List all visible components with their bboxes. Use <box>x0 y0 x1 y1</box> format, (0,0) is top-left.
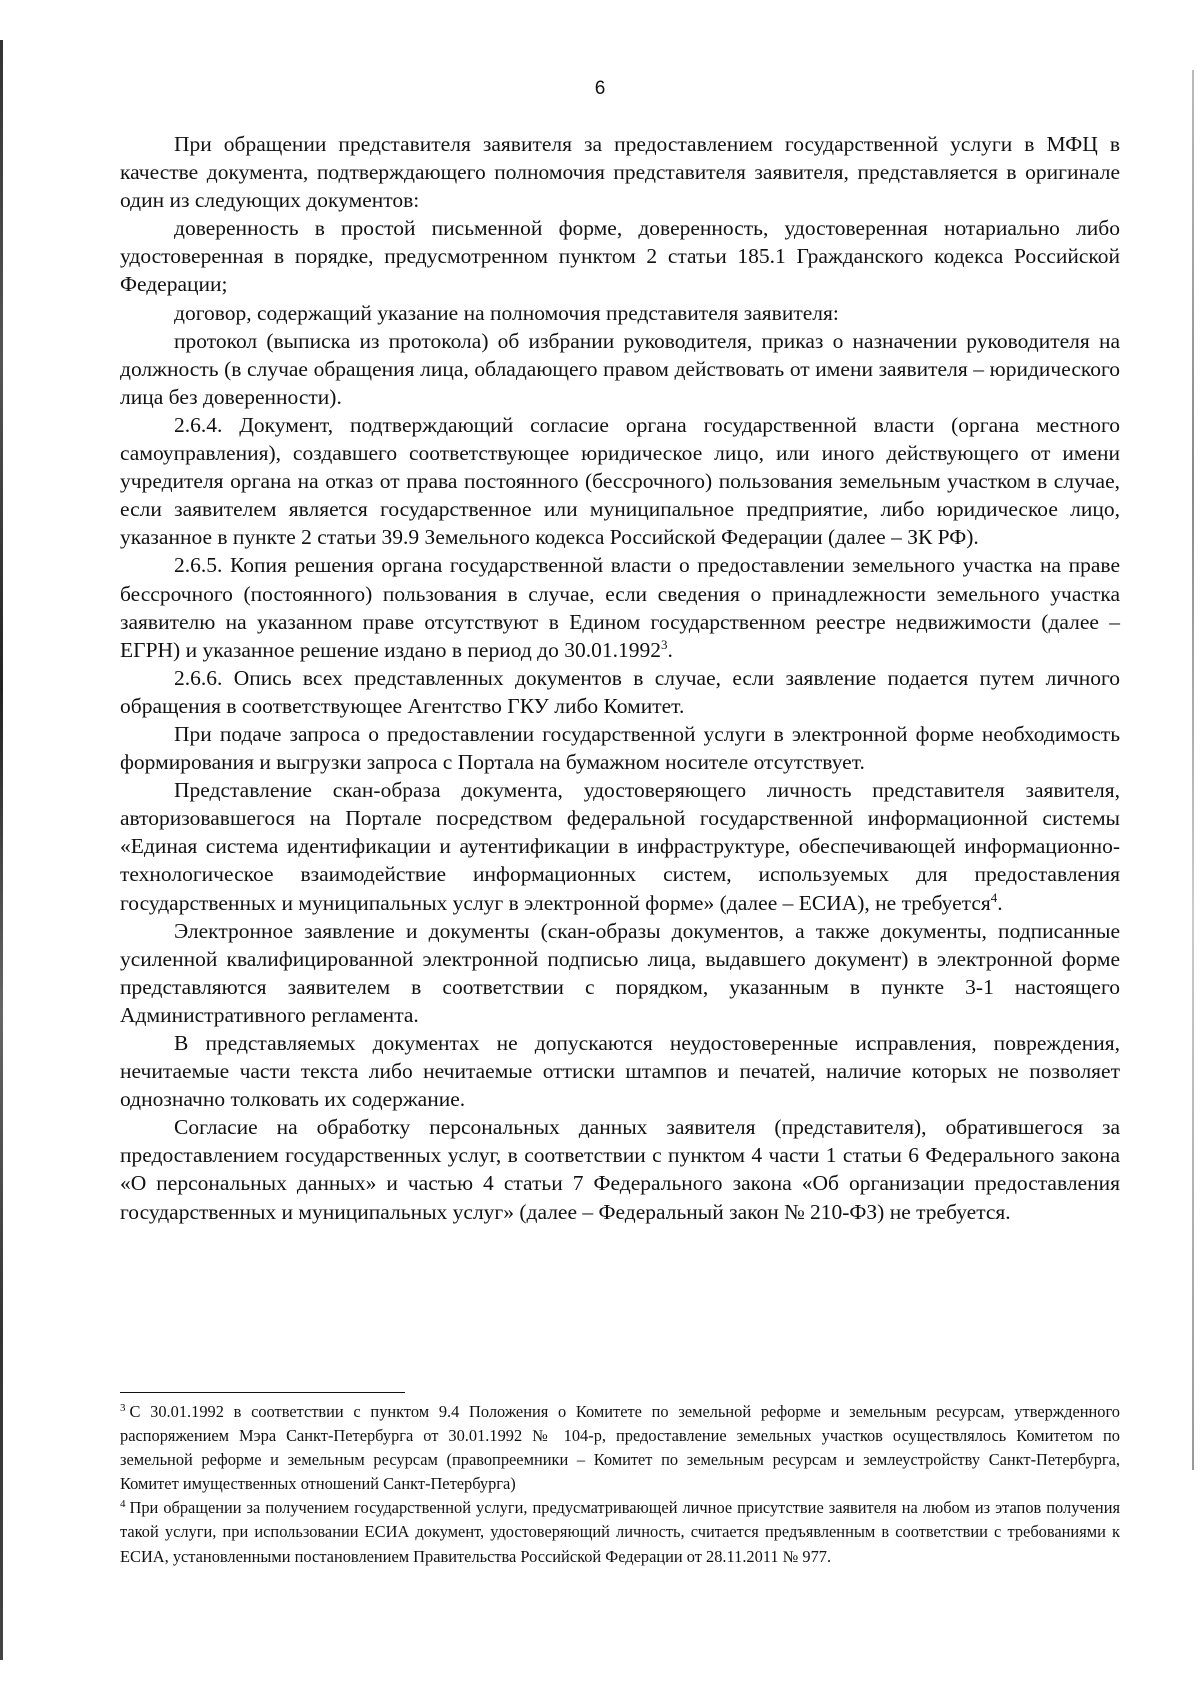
paragraph-2-6-5 <box>120 551 1120 663</box>
footnotes <box>120 1400 1120 1569</box>
paragraph-representative-intro: При обращении представителя заявителя за предоставлением государственной услуги в МФЦ в качестве документа, подтверждающего полномочия представителя заявителя, представляется в оригинале один из следующих документов: <box>120 132 1120 213</box>
paragraph-no-corrections: В представляемых документах не допускаются неудостоверенные исправления, повреждения, нечитаемые части текста либо нечитаемые оттиски штампов и печатей, наличие которых не позволяет однозначно толковать их содержание. <box>120 1031 1120 1112</box>
paragraph-personal-data: Согласие на обработку персональных данных заявителя (представителя), обратившегося за предоставлением государственных услуг, в соответствии с пунктом 4 части 1 статьи 6 Федерального закона «О персональных данных» и частью 4 статьи 7 Федерального закона «Об организации предоставления государственных и муниципальных услуг» (далее – Федеральный закон № 210-ФЗ) не требуется. <box>120 1115 1120 1224</box>
paragraph-electronic-request: При подаче запроса о предоставлении государственной услуги в электронной форме необходимость формирования и выгрузки запроса с Портала на бумажном носителе отсутствует. <box>120 721 1120 775</box>
paragraph-2-6-4: 2.6.4. Документ, подтверждающий согласие органа государственной власти (органа местного самоуправления), создавшего соответствующее юридическое лицо, или иного действующего от имени учредителя органа на отказ от права постоянного (бессрочного) пользования земельным участком в случае, если заявителем является государственное или муниципальное предприятие, либо юридическое лицо, указанное в пункте 2 статьи 39.9 Земельного кодекса Российской Федерации (далее – ЗК РФ). <box>120 412 1120 550</box>
paragraph-scan-image-text: Представление скан-образа документа, удостоверяющего личность представителя заявителя, авторизовавшегося на Портале посредством федеральной государственной информационной системы «Единая система идентификации и аутентификации в инфраструктуре, обеспечивающей информационно-технологическое взаимодействие информационных систем, используемых для предоставления государственных и муниципальных услуг в электронной форме» (далее – ЕСИА), не требуется <box>120 778 1120 915</box>
footnote-4 <box>120 1496 1120 1568</box>
footnote-ref-3: 3 <box>661 636 668 652</box>
paragraph-2-6-5-tail: . <box>667 637 673 662</box>
footnote-3-text: С 30.01.1992 в соответствии с пунктом 9.4 Положения о Комитете по земельной реформе и земельным ресурсам, утвержденного распоряжением Мэра Санкт-Петербурга от 30.01.1992 № 104-р, предоставление земельных участков осуществлялось Комитетом по земельной реформе и земельным ресурсам (правопреемники – Комитет по земельным ресурсам и землеустройству Санкт-Петербурга, Комитет имущественных отношений Санкт-Петербурга) <box>120 1402 1120 1494</box>
paragraph-scan-image <box>120 776 1120 916</box>
paragraph-scan-image-tail: . <box>997 890 1003 915</box>
paragraph-2-6-5-text: 2.6.5. Копия решения органа государственной власти о предоставлении земельного участка на праве бессрочного (постоянного) пользования в случае, если сведения о принадлежности земельного участка заявителю на указанном праве отсутствуют в Едином государственном реестре недвижимости (далее – ЕГРН) и указанное решение издано в период до 30.01.1992 <box>120 553 1120 662</box>
footnote-4-text: При обращении за получением государственной услуги, предусматривающей личное присутствие заявителя на любом из этапов получения такой услуги, при использовании ЕСИА документ, удостоверяющий личность, считается предъявленным в соответствии с требованиями к ЕСИА, установленными постановлением Правительства Российской Федерации от 28.11.2011 № 977. <box>120 1498 1120 1566</box>
scan-edge-right <box>1192 70 1194 1470</box>
paragraph-2-6-6: 2.6.6. Опись всех представленных документов в случае, если заявление подается путем личного обращения в соответствующее Агентство ГКУ либо Комитет. <box>120 665 1120 718</box>
paragraph-electronic-application: Электронное заявление и документы (скан-образы документов, а также документы, подписанные усиленной квалифицированной электронной подписью лица, выдавшего документ) в электронной форме представляются заявителем в соответствии с порядком, указанным в пункте 3-1 настоящего Административного регламента. <box>120 918 1120 1027</box>
footnote-3-mark: 3 <box>120 1401 126 1414</box>
footnote-4-mark: 4 <box>120 1497 126 1510</box>
footnote-ref-4: 4 <box>990 889 998 905</box>
page-number: 6 <box>594 78 606 99</box>
body-text <box>120 130 1120 1226</box>
paragraph-power-of-attorney: доверенность в простой письменной форме, доверенность, удостоверенная нотариально либо удостоверенная в порядке, предусмотренном пунктом 2 статьи 185.1 Гражданского кодекса Российской Федерации; <box>120 216 1120 297</box>
paragraph-protocol: протокол (выписка из протокола) об избрании руководителя, приказ о назначении руководителя на должность (в случае обращения лица, обладающего правом действовать от имени заявителя – юридического лица без доверенности). <box>120 328 1120 409</box>
footnote-separator <box>120 1392 405 1393</box>
scan-edge-left <box>0 40 3 1660</box>
paragraph-contract: договор, содержащий указание на полномочия представителя заявителя: <box>174 300 839 325</box>
footnote-3 <box>120 1400 1120 1496</box>
